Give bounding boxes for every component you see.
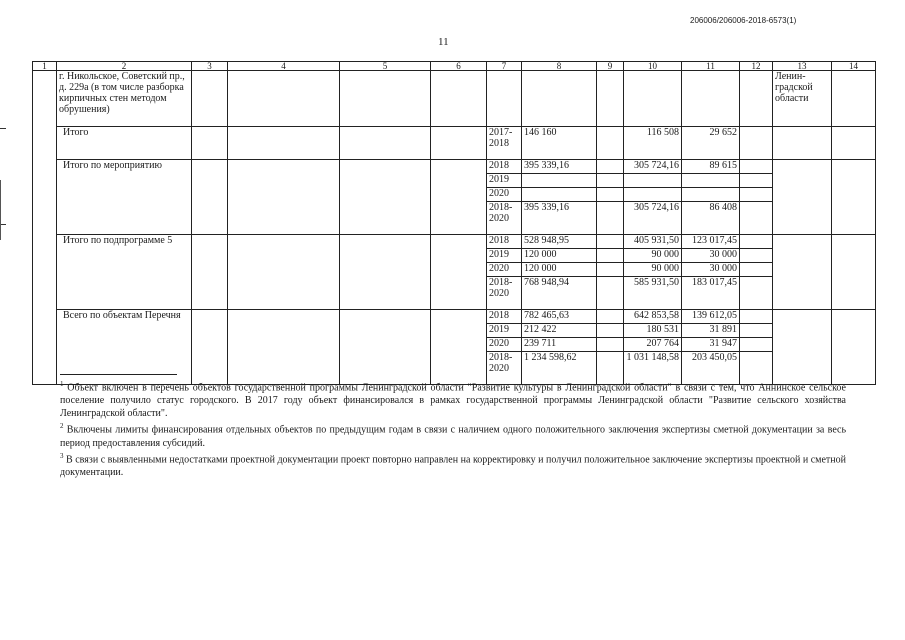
col-12-cell <box>740 174 773 188</box>
empty-cell <box>228 71 340 127</box>
total-amount-cell <box>522 188 597 202</box>
total-amount-cell: 395 339,16 <box>522 160 597 174</box>
total-amount-cell: 212 422 <box>522 324 597 338</box>
col-4-cell <box>228 127 340 160</box>
footnote-mark: 3 <box>60 451 64 460</box>
col-3-cell <box>192 160 228 235</box>
table-row <box>33 127 876 160</box>
local-budget-cell: 183 017,45 <box>682 277 740 310</box>
empty-cell <box>682 71 740 127</box>
col-12-cell <box>740 202 773 235</box>
year-cell: 2018-2020 <box>487 352 522 385</box>
col-13-cell <box>773 235 832 310</box>
regional-budget-cell: 207 764 <box>624 338 682 352</box>
table-row <box>33 160 876 174</box>
year-cell: 2017-2018 <box>487 127 522 160</box>
total-amount-cell: 120 000 <box>522 249 597 263</box>
table-row <box>33 235 876 249</box>
footnote-text: В связи с выявленными недостатками проектной документации проект повторно направлен на корректировку и получил положительное заключение экспертизы проектной и сметной документации. <box>60 453 846 478</box>
col-12-cell <box>740 263 773 277</box>
empty-cell <box>431 71 487 127</box>
col-12-cell <box>740 188 773 202</box>
footnote-mark: 1 <box>60 380 64 388</box>
regional-budget-cell: 90 000 <box>624 249 682 263</box>
total-amount-cell: 1 234 598,62 <box>522 352 597 385</box>
year-cell: 2020 <box>487 188 522 202</box>
col-14-cell <box>832 127 876 160</box>
col-6-cell <box>431 127 487 160</box>
group-label-cell: Итого по подпрограмме 5 <box>57 235 192 310</box>
empty-cell <box>487 71 522 127</box>
total-amount-cell <box>522 174 597 188</box>
col-14-cell <box>832 235 876 310</box>
column-number: 13 <box>773 62 832 71</box>
total-amount-cell: 146 160 <box>522 127 597 160</box>
col-14-cell <box>832 310 876 385</box>
group-label-cell: Итого по мероприятию <box>57 160 192 235</box>
column-number: 1 <box>33 62 57 71</box>
column-number: 8 <box>522 62 597 71</box>
col-9-cell <box>597 235 624 249</box>
col-13-cell <box>773 310 832 385</box>
col-12-cell <box>740 249 773 263</box>
col-12-cell <box>740 338 773 352</box>
col-6-cell <box>431 310 487 385</box>
year-cell: 2020 <box>487 263 522 277</box>
column-number: 12 <box>740 62 773 71</box>
col-5-cell <box>340 160 431 235</box>
year-cell: 2019 <box>487 324 522 338</box>
col-13-cell <box>773 160 832 235</box>
year-cell: 2020 <box>487 338 522 352</box>
column-number: 10 <box>624 62 682 71</box>
regional-budget-cell: 1 031 148,58 <box>624 352 682 385</box>
object-name-cell: г. Никольское, Советский пр., д. 229а (в том числе разборка кирпичных стен методом обрушения) <box>57 71 192 127</box>
column-number: 5 <box>340 62 431 71</box>
col-12-cell <box>740 310 773 324</box>
regional-budget-cell: 642 853,58 <box>624 310 682 324</box>
column-number: 6 <box>431 62 487 71</box>
year-cell: 2018-2020 <box>487 202 522 235</box>
column-number: 2 <box>57 62 192 71</box>
group-label-cell: Всего по объектам Перечня <box>57 310 192 385</box>
col-12-cell <box>740 127 773 160</box>
local-budget-cell: 203 450,05 <box>682 352 740 385</box>
financing-table <box>32 61 876 385</box>
local-budget-cell: 29 652 <box>682 127 740 160</box>
column-number: 11 <box>682 62 740 71</box>
footnote-text: Объект включен в перечень объектов государственной программы Ленинградской области "Развитие культуры в Ленинградской области" в связи с тем, что Аннинское сельское поселение получило статус городского. В 2017 году объект финансировался в рамках государственной программы Ленинградской области "Развитие сельского хозяйства Ленинградской области". <box>60 382 846 420</box>
total-amount-cell: 768 948,94 <box>522 277 597 310</box>
column-number: 7 <box>487 62 522 71</box>
total-amount-cell: 239 711 <box>522 338 597 352</box>
col-6-cell <box>431 235 487 310</box>
page-number: 11 <box>438 36 449 48</box>
total-amount-cell: 528 948,95 <box>522 235 597 249</box>
regional-budget-cell <box>624 174 682 188</box>
local-budget-cell <box>682 188 740 202</box>
regional-budget-cell: 90 000 <box>624 263 682 277</box>
column-number: 4 <box>228 62 340 71</box>
col-3-cell <box>192 310 228 385</box>
local-budget-cell: 89 615 <box>682 160 740 174</box>
regional-budget-cell: 180 531 <box>624 324 682 338</box>
empty-cell <box>740 71 773 127</box>
col-9-cell <box>597 310 624 324</box>
year-cell: 2019 <box>487 174 522 188</box>
year-cell: 2018 <box>487 310 522 324</box>
col-9-cell <box>597 202 624 235</box>
local-budget-cell: 86 408 <box>682 202 740 235</box>
col-4-cell <box>228 235 340 310</box>
empty-cell <box>192 71 228 127</box>
col-9-cell <box>597 249 624 263</box>
total-amount-cell: 782 465,63 <box>522 310 597 324</box>
col-9-cell <box>597 127 624 160</box>
col-9-cell <box>597 174 624 188</box>
empty-cell <box>522 71 597 127</box>
regional-budget-cell: 116 508 <box>624 127 682 160</box>
footnote <box>60 378 846 420</box>
column-number-row <box>33 62 876 71</box>
year-cell: 2018-2020 <box>487 277 522 310</box>
edge-line <box>0 180 1 240</box>
footnote-rule <box>60 374 177 375</box>
table-row <box>33 310 876 324</box>
col-13-cell <box>773 127 832 160</box>
local-budget-cell: 31 891 <box>682 324 740 338</box>
column-number: 3 <box>192 62 228 71</box>
local-budget-cell <box>682 174 740 188</box>
col-12-cell <box>740 235 773 249</box>
footnote <box>60 420 846 449</box>
local-budget-cell: 123 017,45 <box>682 235 740 249</box>
col-5-cell <box>340 310 431 385</box>
col-9-cell <box>597 160 624 174</box>
column-number: 9 <box>597 62 624 71</box>
local-budget-cell: 139 612,05 <box>682 310 740 324</box>
footnote-text: Включены лимиты финансирования отдельных объектов по предыдущим годам в связи с наличием одного положительного заключения экспертизы сметной документации за весь период предоставления субсидий. <box>60 424 846 449</box>
total-amount-cell: 395 339,16 <box>522 202 597 235</box>
col-3-cell <box>192 235 228 310</box>
regional-budget-cell: 305 724,16 <box>624 202 682 235</box>
footnote <box>60 450 846 479</box>
regional-budget-cell: 305 724,16 <box>624 160 682 174</box>
year-cell: 2019 <box>487 249 522 263</box>
regional-budget-cell: 585 931,50 <box>624 277 682 310</box>
column-number: 14 <box>832 62 876 71</box>
col-9-cell <box>597 277 624 310</box>
col-9-cell <box>597 188 624 202</box>
local-budget-cell: 31 947 <box>682 338 740 352</box>
year-cell: 2018 <box>487 235 522 249</box>
col-9-cell <box>597 338 624 352</box>
col-12-cell <box>740 160 773 174</box>
col-14-cell <box>832 160 876 235</box>
total-amount-cell: 120 000 <box>522 263 597 277</box>
empty-cell <box>832 71 876 127</box>
footnote-mark: 2 <box>60 422 64 431</box>
regional-budget-cell <box>624 188 682 202</box>
col-12-cell <box>740 277 773 310</box>
empty-cell <box>340 71 431 127</box>
col-12-cell <box>740 324 773 338</box>
col-6-cell <box>431 160 487 235</box>
col-4-cell <box>228 160 340 235</box>
col-5-cell <box>340 235 431 310</box>
region-cell: Ленин-градской области <box>773 71 832 127</box>
local-budget-cell: 30 000 <box>682 263 740 277</box>
col-5-cell <box>340 127 431 160</box>
regional-budget-cell: 405 931,50 <box>624 235 682 249</box>
footnotes <box>60 378 846 479</box>
document-id: 206006/206006-2018-6573(1) <box>690 16 797 25</box>
col-9-cell <box>597 324 624 338</box>
col-3-cell <box>192 127 228 160</box>
empty-cell <box>624 71 682 127</box>
group-label-cell: Итого <box>57 127 192 160</box>
empty-cell <box>597 71 624 127</box>
local-budget-cell: 30 000 <box>682 249 740 263</box>
year-cell: 2018 <box>487 160 522 174</box>
object-row <box>33 71 876 127</box>
edge-mark <box>0 128 6 129</box>
col-9-cell <box>597 263 624 277</box>
row-number-cell <box>33 71 57 385</box>
col-4-cell <box>228 310 340 385</box>
